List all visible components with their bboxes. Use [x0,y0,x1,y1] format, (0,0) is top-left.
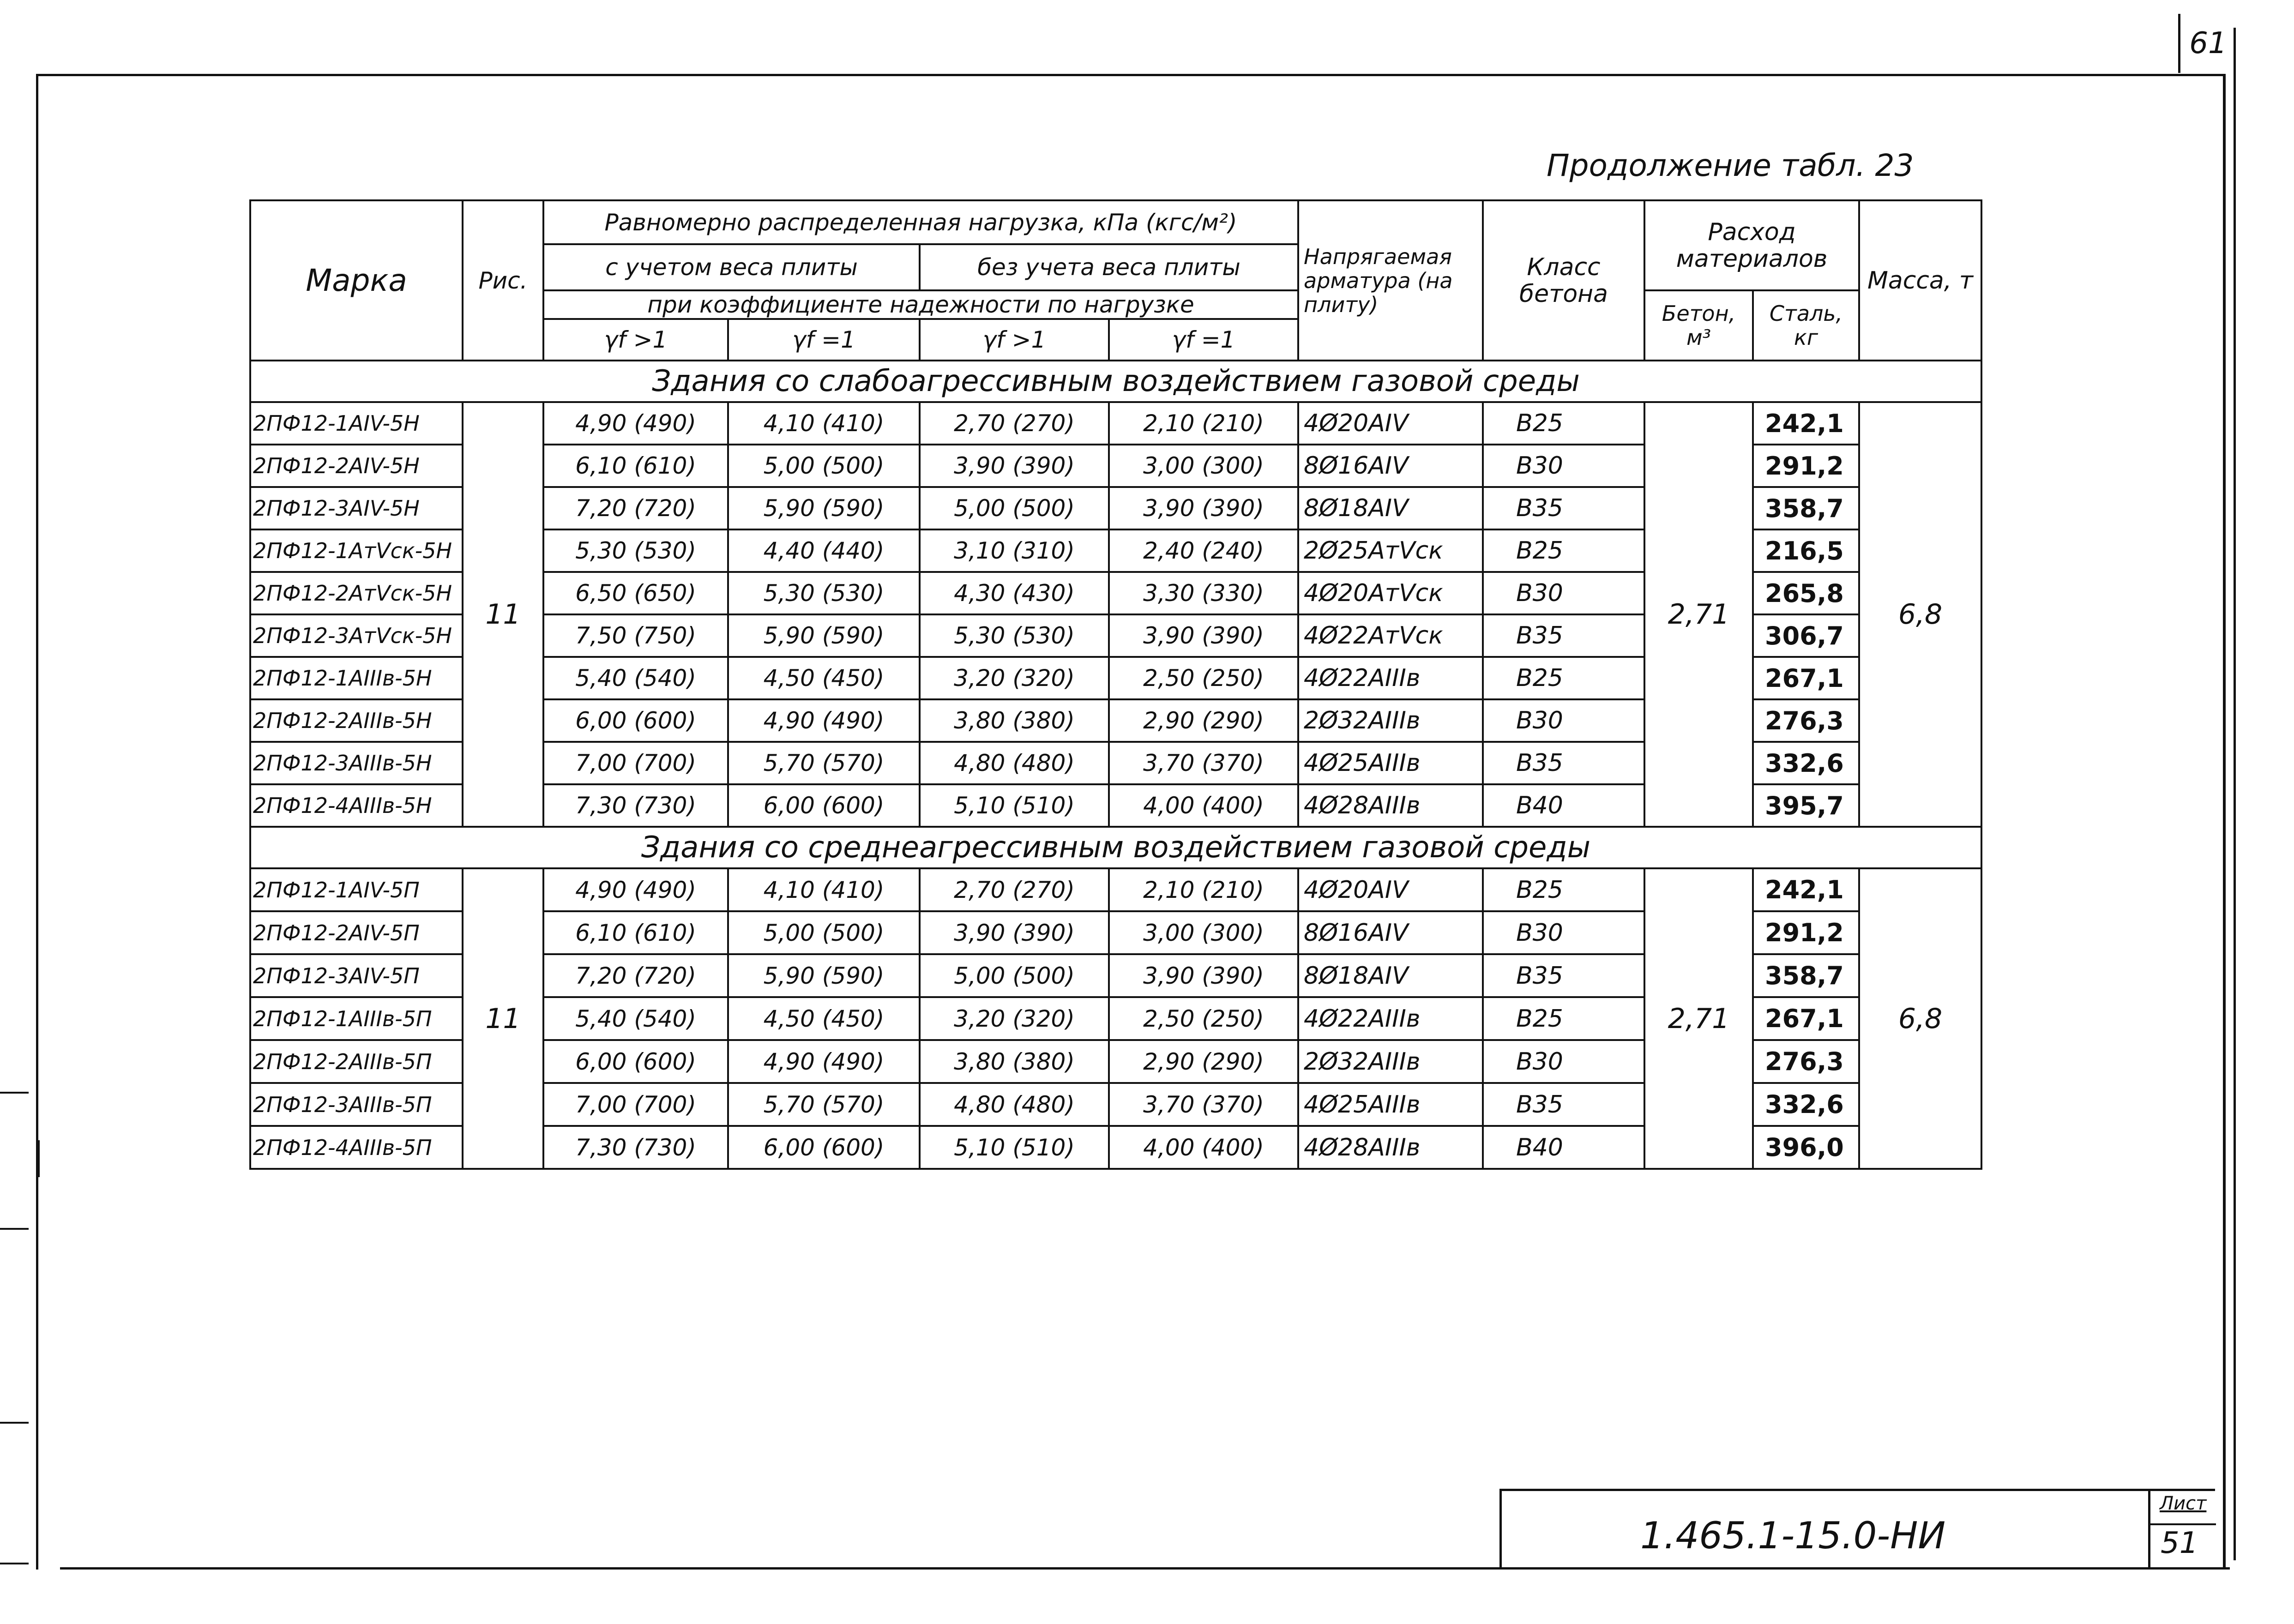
binding-mark [0,1563,29,1564]
section-title: Здания со среднеагрессивным воздействием газовой среды [250,827,1981,868]
cell-load-without-weight-gf-gt1: 5,10 (510) [920,784,1109,827]
cell-load-without-weight-gf-gt1: 3,10 (310) [920,529,1109,572]
header-gf-eq1-b: γf =1 [1109,319,1298,361]
header-gf-eq1-a: γf =1 [728,319,920,361]
cell-concrete-class: В25 [1483,997,1644,1040]
cell-mark: 2ПФ12-1АIV-5П [250,868,463,911]
cell-reinforcement: 8Ø16АIV [1298,911,1483,954]
page-number: 61 [2178,14,2236,73]
cell-load-with-weight-gf-gt1: 7,00 (700) [543,1083,728,1126]
cell-mark: 2ПФ12-3АтVск-5Н [250,614,463,657]
cell-mark: 2ПФ12-2АтVск-5Н [250,572,463,614]
cell-load-with-weight-gf-gt1: 6,00 (600) [543,1040,728,1083]
cell-mark: 2ПФ12-2АIIIв-5Н [250,699,463,742]
cell-load-with-weight-gf-eq1: 4,90 (490) [728,699,920,742]
header-mass: Масса, т [1859,200,1981,361]
cell-load-with-weight-gf-eq1: 4,10 (410) [728,868,920,911]
cell-load-without-weight-gf-gt1: 3,20 (320) [920,997,1109,1040]
cell-load-without-weight-gf-gt1: 4,30 (430) [920,572,1109,614]
cell-reinforcement: 4Ø20АIV [1298,402,1483,445]
cell-steel: 358,7 [1753,487,1859,529]
cell-mark: 2ПФ12-4АIIIв-5П [250,1126,463,1169]
cell-concrete-class: В25 [1483,402,1644,445]
cell-mark: 2ПФ12-2АIV-5Н [250,445,463,487]
cell-concrete-class: В30 [1483,911,1644,954]
cell-reinforcement: 4Ø22АIIIв [1298,657,1483,699]
cell-mark: 2ПФ12-3АIV-5П [250,954,463,997]
sheet-number: 51 [2161,1526,2198,1560]
cell-load-without-weight-gf-gt1: 5,00 (500) [920,487,1109,529]
table-row [250,402,1981,445]
cell-mark: 2ПФ12-1АIV-5Н [250,402,463,445]
sheet-divider [2150,1523,2216,1525]
header-steel: Сталь, кг [1753,290,1859,361]
cell-reinforcement: 4Ø20АIV [1298,868,1483,911]
cell-load-with-weight-gf-gt1: 6,50 (650) [543,572,728,614]
cell-load-with-weight-gf-gt1: 7,30 (730) [543,1126,728,1169]
cell-steel: 242,1 [1753,402,1859,445]
cell-concrete-class: В25 [1483,868,1644,911]
cell-reinforcement: 8Ø18АIV [1298,487,1483,529]
cell-concrete-class: В40 [1483,1126,1644,1169]
cell-steel: 242,1 [1753,868,1859,911]
binding-mark [38,1140,40,1177]
cell-load-without-weight-gf-gt1: 4,80 (480) [920,742,1109,784]
cell-concrete-class: В40 [1483,784,1644,827]
cell-load-with-weight-gf-gt1: 4,90 (490) [543,868,728,911]
cell-mark: 2ПФ12-1АIIIв-5Н [250,657,463,699]
cell-steel: 267,1 [1753,997,1859,1040]
cell-load-with-weight-gf-eq1: 4,50 (450) [728,657,920,699]
cell-steel: 306,7 [1753,614,1859,657]
header-mark: Марка [250,200,463,361]
cell-load-with-weight-gf-eq1: 5,00 (500) [728,911,920,954]
sheet-label: Лист [2160,1493,2207,1514]
cell-load-without-weight-gf-eq1: 2,50 (250) [1109,657,1298,699]
cell-concrete-class: В25 [1483,657,1644,699]
cell-mark: 2ПФ12-1АтVск-5Н [250,529,463,572]
cell-mass: 6,8 [1859,868,1981,1169]
cell-load-without-weight-gf-eq1: 2,90 (290) [1109,699,1298,742]
cell-mark: 2ПФ12-3АIIIв-5Н [250,742,463,784]
section-row [250,827,1981,868]
cell-load-without-weight-gf-gt1: 2,70 (270) [920,868,1109,911]
cell-reinforcement: 2Ø25АтVск [1298,529,1483,572]
cell-load-with-weight-gf-eq1: 6,00 (600) [728,784,920,827]
cell-mark: 2ПФ12-4АIIIв-5Н [250,784,463,827]
cell-load-without-weight-gf-eq1: 2,10 (210) [1109,402,1298,445]
cell-mark: 2ПФ12-3АIIIв-5П [250,1083,463,1126]
load-table [249,199,1982,1170]
cell-concrete-class: В35 [1483,614,1644,657]
cell-fig: 11 [463,868,543,1169]
title-block [1499,1489,2215,1570]
cell-reinforcement: 4Ø28АIIIв [1298,1126,1483,1169]
cell-reinforcement: 2Ø32АIIIв [1298,699,1483,742]
cell-load-with-weight-gf-gt1: 5,40 (540) [543,657,728,699]
cell-concrete-class: В35 [1483,954,1644,997]
cell-load-without-weight-gf-eq1: 3,90 (390) [1109,487,1298,529]
cell-reinforcement: 4Ø20АтVск [1298,572,1483,614]
binding-mark [0,1092,29,1094]
cell-load-without-weight-gf-gt1: 5,10 (510) [920,1126,1109,1169]
cell-load-with-weight-gf-eq1: 4,90 (490) [728,1040,920,1083]
cell-load-with-weight-gf-eq1: 4,50 (450) [728,997,920,1040]
cell-steel: 396,0 [1753,1126,1859,1169]
cell-reinforcement: 2Ø32АIIIв [1298,1040,1483,1083]
header-concrete: Бетон, м³ [1644,290,1753,361]
section-row [250,361,1981,402]
cell-reinforcement: 4Ø22АIIIв [1298,997,1483,1040]
cell-load-with-weight-gf-gt1: 6,00 (600) [543,699,728,742]
cell-load-with-weight-gf-eq1: 5,90 (590) [728,487,920,529]
cell-steel: 276,3 [1753,699,1859,742]
cell-load-without-weight-gf-gt1: 3,90 (390) [920,445,1109,487]
header-load: Равномерно распределенная нагрузка, кПа (кгс/м²) [543,200,1298,244]
cell-load-without-weight-gf-eq1: 3,70 (370) [1109,1083,1298,1126]
cell-load-with-weight-gf-eq1: 5,90 (590) [728,614,920,657]
cell-load-with-weight-gf-gt1: 6,10 (610) [543,445,728,487]
cell-load-without-weight-gf-eq1: 3,70 (370) [1109,742,1298,784]
header-reliability: при коэффициенте надежности по нагрузке [543,290,1298,319]
cell-concrete-class: В35 [1483,742,1644,784]
cell-load-with-weight-gf-gt1: 6,10 (610) [543,911,728,954]
cell-load-without-weight-gf-eq1: 4,00 (400) [1109,1126,1298,1169]
cell-load-with-weight-gf-eq1: 5,00 (500) [728,445,920,487]
cell-load-with-weight-gf-gt1: 7,30 (730) [543,784,728,827]
cell-steel: 276,3 [1753,1040,1859,1083]
cell-load-with-weight-gf-gt1: 5,40 (540) [543,997,728,1040]
cell-load-without-weight-gf-gt1: 4,80 (480) [920,1083,1109,1126]
cell-mass: 6,8 [1859,402,1981,827]
cell-load-with-weight-gf-gt1: 7,20 (720) [543,954,728,997]
cell-reinforcement: 4Ø25АIIIв [1298,1083,1483,1126]
cell-load-with-weight-gf-eq1: 6,00 (600) [728,1126,920,1169]
cell-load-without-weight-gf-eq1: 3,30 (330) [1109,572,1298,614]
document-code: 1.465.1-15.0-НИ [1640,1514,1946,1557]
header-fig: Рис. [463,200,543,361]
table-caption: Продолжение табл. 23 [1547,148,1914,183]
cell-steel: 216,5 [1753,529,1859,572]
header-with-weight: с учетом веса плиты [543,244,920,290]
cell-steel: 291,2 [1753,445,1859,487]
cell-reinforcement: 4Ø28АIIIв [1298,784,1483,827]
cell-load-with-weight-gf-eq1: 4,10 (410) [728,402,920,445]
cell-load-without-weight-gf-gt1: 5,00 (500) [920,954,1109,997]
section-title: Здания со слабоагрессивным воздействием газовой среды [250,361,1981,402]
cell-load-without-weight-gf-gt1: 3,20 (320) [920,657,1109,699]
cell-fig: 11 [463,402,543,827]
cell-load-without-weight-gf-eq1: 4,00 (400) [1109,784,1298,827]
frame-right-line [2234,28,2236,1560]
cell-steel: 265,8 [1753,572,1859,614]
cell-load-with-weight-gf-eq1: 5,90 (590) [728,954,920,997]
cell-concrete-class: В30 [1483,572,1644,614]
header-consumption: Расход материалов [1644,200,1859,290]
cell-steel: 332,6 [1753,1083,1859,1126]
cell-concrete-class: В35 [1483,1083,1644,1126]
cell-load-without-weight-gf-eq1: 3,00 (300) [1109,445,1298,487]
cell-load-without-weight-gf-gt1: 3,90 (390) [920,911,1109,954]
header-concrete-class: Класс бетона [1483,200,1644,361]
cell-steel: 332,6 [1753,742,1859,784]
cell-load-with-weight-gf-eq1: 4,40 (440) [728,529,920,572]
cell-steel: 267,1 [1753,657,1859,699]
cell-mark: 2ПФ12-1АIIIв-5П [250,997,463,1040]
cell-load-with-weight-gf-eq1: 5,70 (570) [728,1083,920,1126]
cell-load-without-weight-gf-eq1: 3,90 (390) [1109,614,1298,657]
header-without-weight: без учета веса плиты [920,244,1298,290]
cell-mark: 2ПФ12-2АIV-5П [250,911,463,954]
cell-concrete-volume: 2,71 [1644,868,1753,1169]
binding-mark [0,1228,29,1230]
cell-concrete-class: В25 [1483,529,1644,572]
cell-load-without-weight-gf-gt1: 3,80 (380) [920,699,1109,742]
header-gf-gt1-b: γf >1 [920,319,1109,361]
cell-reinforcement: 4Ø25АIIIв [1298,742,1483,784]
header-gf-gt1-a: γf >1 [543,319,728,361]
cell-reinforcement: 8Ø18АIV [1298,954,1483,997]
cell-mark: 2ПФ12-2АIIIв-5П [250,1040,463,1083]
cell-load-without-weight-gf-gt1: 3,80 (380) [920,1040,1109,1083]
table-row [250,868,1981,911]
cell-concrete-volume: 2,71 [1644,402,1753,827]
cell-mark: 2ПФ12-3АIV-5Н [250,487,463,529]
cell-load-without-weight-gf-gt1: 2,70 (270) [920,402,1109,445]
header-reinforcement: Напрягаемая арматура (на плиту) [1298,200,1483,361]
cell-steel: 358,7 [1753,954,1859,997]
cell-load-with-weight-gf-gt1: 5,30 (530) [543,529,728,572]
cell-load-with-weight-gf-eq1: 5,70 (570) [728,742,920,784]
cell-reinforcement: 4Ø22АтVск [1298,614,1483,657]
cell-load-without-weight-gf-eq1: 2,90 (290) [1109,1040,1298,1083]
binding-mark [0,1422,29,1424]
cell-load-without-weight-gf-eq1: 2,50 (250) [1109,997,1298,1040]
cell-concrete-class: В30 [1483,445,1644,487]
cell-steel: 395,7 [1753,784,1859,827]
cell-load-without-weight-gf-eq1: 2,40 (240) [1109,529,1298,572]
cell-concrete-class: В35 [1483,487,1644,529]
cell-load-without-weight-gf-eq1: 2,10 (210) [1109,868,1298,911]
cell-load-with-weight-gf-gt1: 7,20 (720) [543,487,728,529]
cell-concrete-class: В30 [1483,1040,1644,1083]
sheet-box [2148,1491,2216,1569]
cell-load-without-weight-gf-gt1: 5,30 (530) [920,614,1109,657]
cell-load-without-weight-gf-eq1: 3,00 (300) [1109,911,1298,954]
cell-load-with-weight-gf-gt1: 4,90 (490) [543,402,728,445]
cell-steel: 291,2 [1753,911,1859,954]
cell-concrete-class: В30 [1483,699,1644,742]
cell-reinforcement: 8Ø16АIV [1298,445,1483,487]
cell-load-with-weight-gf-gt1: 7,00 (700) [543,742,728,784]
cell-load-with-weight-gf-eq1: 5,30 (530) [728,572,920,614]
cell-load-with-weight-gf-gt1: 7,50 (750) [543,614,728,657]
cell-load-without-weight-gf-eq1: 3,90 (390) [1109,954,1298,997]
